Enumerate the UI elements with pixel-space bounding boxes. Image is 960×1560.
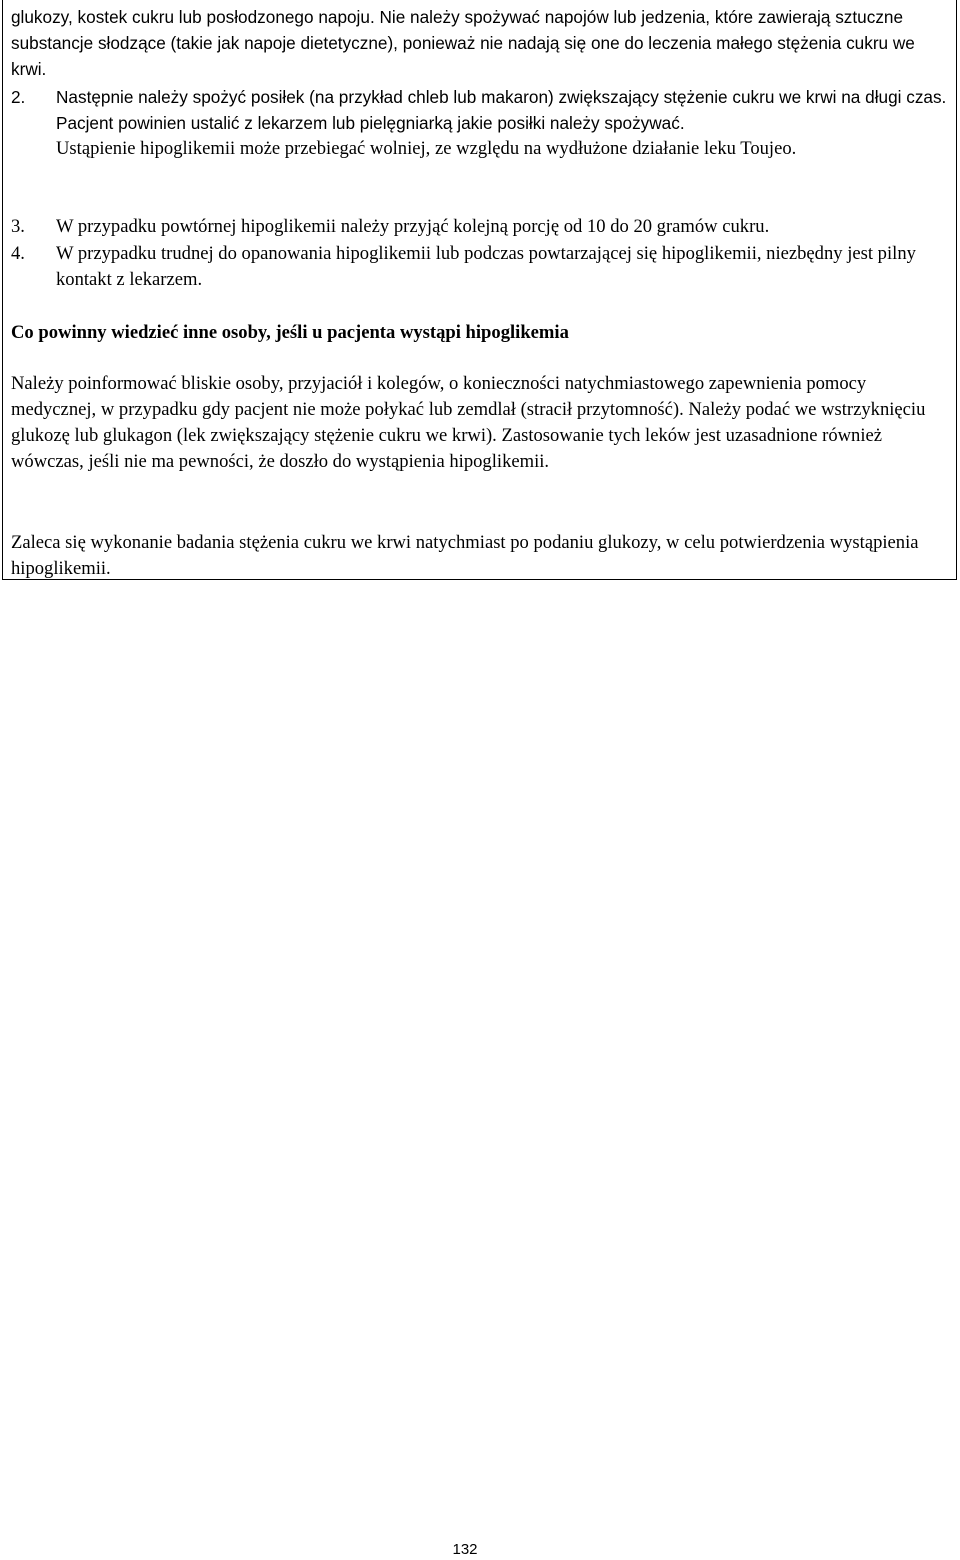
step-number: 3. (11, 216, 25, 237)
list-item-step-2 (11, 84, 951, 162)
step-number: 4. (11, 243, 25, 264)
page-number: 132 (452, 1541, 478, 1558)
step-2-text: Następnie należy spożyć posiłek (na przykład chleb lub makaron) zwiększający stężenie cukru we krwi na długi czas. Pacjent powinien ustalić z lekarzem lub pielęgniarką jakie posiłki należy spożywać. (56, 87, 947, 133)
list-item-step-3 (11, 214, 951, 240)
section-paragraph-2: Zaleca się wykonanie badania stężenia cukru we krwi natychmiast po podaniu glukozy, w celu potwierdzenia wystąpienia hipoglikemii. (11, 532, 919, 579)
step-2-note: Ustąpienie hipoglikemii może przebiegać wolniej, ze względu na wydłużone działanie leku Toujeo. (56, 138, 797, 159)
continuation-paragraph: glukozy, kostek cukru lub posłodzonego napoju. Nie należy spożywać napojów lub jedzenia, które zawierają sztuczne substancje słodzące (takie jak napoje dietetyczne), ponieważ nie nadają się one do leczenia małego stężenia cukru we krwi. (11, 7, 915, 79)
step-4-text: W przypadku trudnej do opanowania hipoglikemii lub podczas powtarzającej się hipoglikemii, niezbędny jest pilny kontakt z lekarzem. (56, 243, 916, 290)
step-3-text: W przypadku powtórnej hipoglikemii należy przyjąć kolejną porcję od 10 do 20 gramów cukru. (56, 216, 770, 237)
step-number: 2. (11, 87, 26, 107)
list-item-step-4 (11, 241, 951, 293)
section-heading: Co powinny wiedzieć inne osoby, jeśli u pacjenta wystąpi hipoglikemia (11, 322, 569, 343)
section-paragraph-1: Należy poinformować bliskie osoby, przyjaciół i kolegów, o konieczności natychmiastowego zapewnienia pomocy medycznej, w przypadku gdy pacjent nie może połykać lub zemdlał (stracił przytomność). Należy podać we wstrzyknięciu glukozę lub glukagon (lek zwiększający stężenie cukru we krwi). Zastosowanie tych leków jest uzasadnione również wówczas, jeśli nie ma pewności, że doszło do wystąpienia hipoglikemii. (11, 373, 926, 472)
